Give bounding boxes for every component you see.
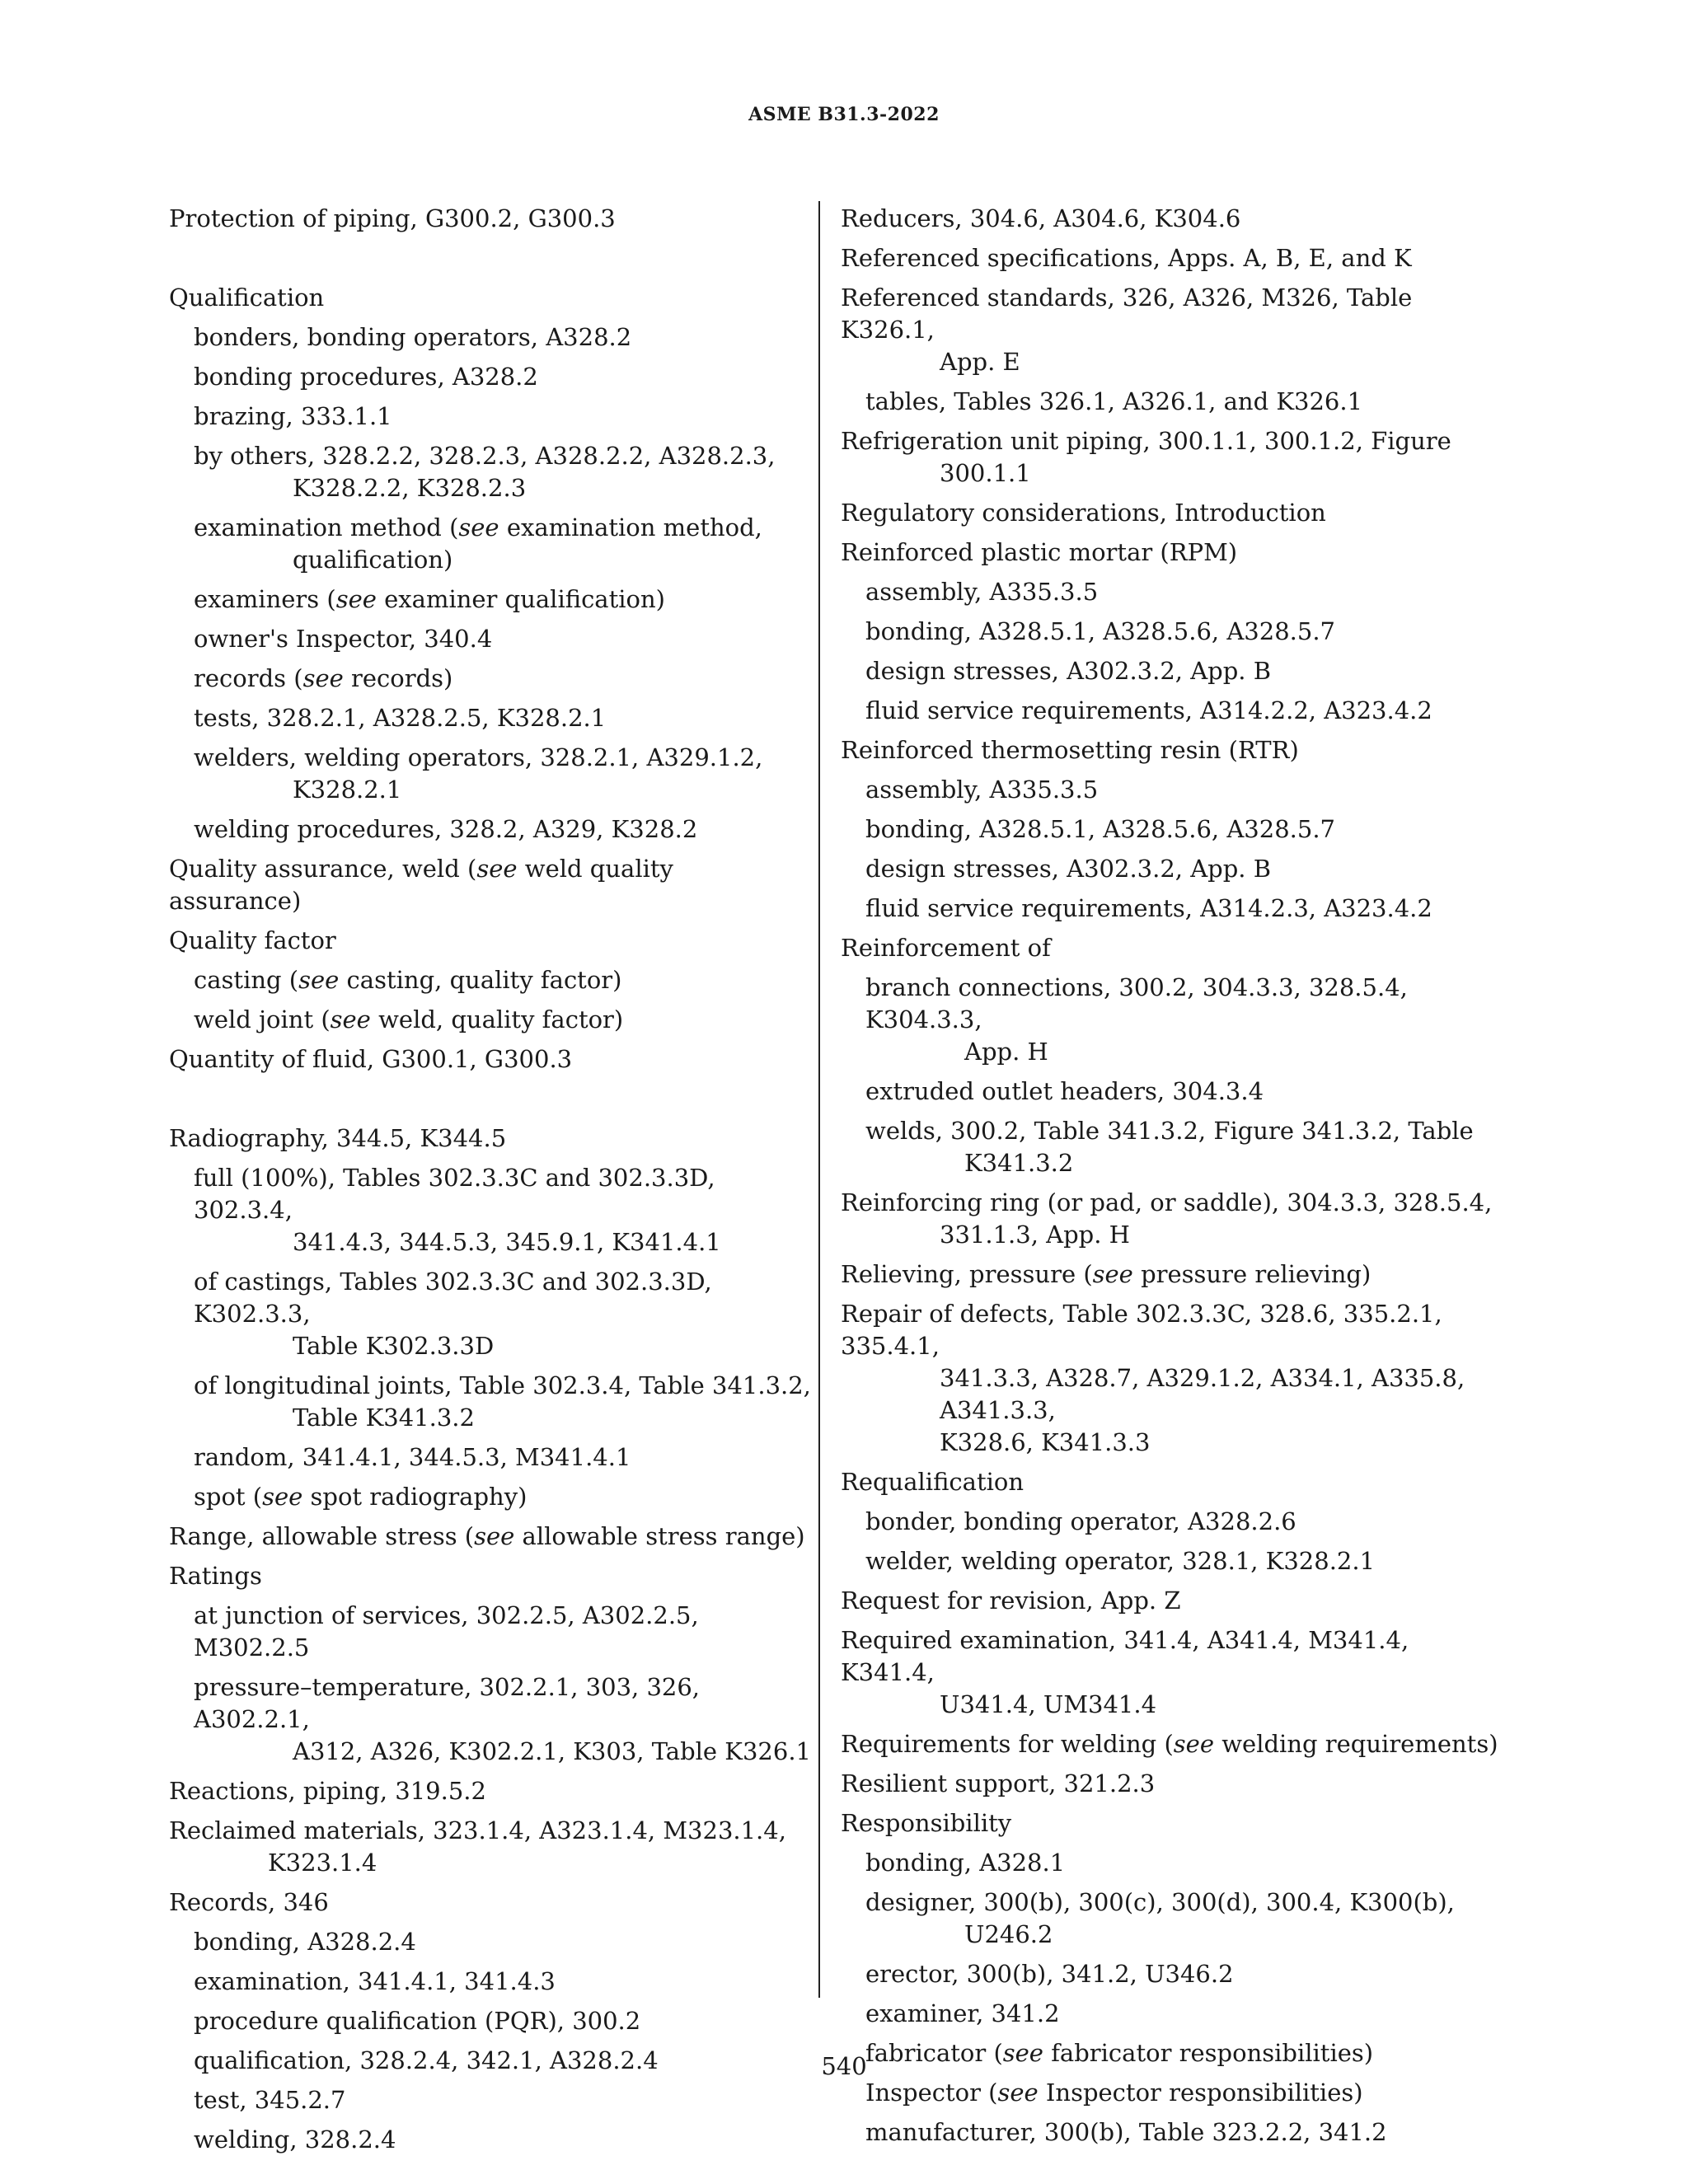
- index-entry-line: bonding, A328.2.4: [194, 1928, 416, 1956]
- index-entry: [169, 925, 812, 957]
- see-reference: see: [302, 664, 344, 692]
- index-entry-line: [194, 1004, 812, 1036]
- index-entry-line: tests, 328.2.1, A328.2.5, K328.2.1: [194, 704, 607, 732]
- entry-text: weld joint (: [194, 1005, 331, 1033]
- index-entry-line: Reinforcement of: [841, 934, 1051, 962]
- index-entry-line: welders, welding operators, 328.2.1, A329.1.2,: [194, 743, 763, 771]
- index-subentry: [194, 361, 812, 393]
- index-entry-line: manufacturer, 300(b), Table 323.2.2, 341.2: [865, 2118, 1387, 2146]
- index-entry-line: welding, 328.2.4: [194, 2125, 396, 2154]
- index-entry-continuation: 331.1.3, App. H: [940, 1221, 1130, 1249]
- index-entry-line: branch connections, 300.2, 304.3.3, 328.5.4, K304.3.3,: [865, 973, 1408, 1033]
- index-entry-line: welding procedures, 328.2, A329, K328.2: [194, 815, 698, 843]
- index-entry-line: fluid service requirements, A314.2.3, A323.4.2: [865, 894, 1432, 922]
- index-entry-line: Required examination, 341.4, A341.4, M341.4, K341.4,: [841, 1626, 1409, 1686]
- entry-text: Quality assurance, weld (: [169, 855, 477, 883]
- index-subentry: [194, 1162, 812, 1258]
- index-entry-line: Refrigeration unit piping, 300.1.1, 300.1.2, Figure: [841, 427, 1451, 455]
- index-entry-line: Quantity of fluid, G300.1, G300.3: [169, 1045, 573, 1073]
- index-entry-line: Records, 346: [169, 1888, 329, 1916]
- index-subentry: [194, 1966, 812, 1998]
- index-entry-continuation: U246.2: [964, 1920, 1053, 1948]
- index-subentry: [194, 440, 812, 504]
- index-subentry: [194, 512, 812, 576]
- index-subentry: [194, 1266, 812, 1362]
- entry-text: pressure relieving): [1132, 1260, 1372, 1288]
- see-reference: see: [458, 513, 499, 541]
- index-entry-continuation: Table K341.3.2: [293, 1404, 475, 1432]
- see-reference: see: [1173, 1730, 1214, 1758]
- index-entry: [169, 1815, 812, 1879]
- index-entry-line: Requalification: [841, 1468, 1025, 1496]
- index-entry-line: bonding, A328.1: [865, 1849, 1066, 1877]
- index-column-left: [169, 203, 812, 2163]
- entry-text: examination method,: [499, 513, 762, 541]
- index-subentry: [865, 1076, 1500, 1108]
- entry-text: allowable stress range): [514, 1522, 805, 1550]
- index-entry-line: design stresses, A302.3.2, App. B: [865, 657, 1272, 685]
- index-entry-line: Radiography, 344.5, K344.5: [169, 1124, 507, 1152]
- index-entry: [169, 1775, 812, 1807]
- entry-text: records (: [194, 664, 303, 692]
- index-entry-line: Referenced standards, 326, A326, M326, Table K326.1,: [841, 284, 1413, 344]
- index-entry-line: qualification, 328.2.4, 342.1, A328.2.4: [194, 2046, 659, 2074]
- index-entry-line: by others, 328.2.2, 328.2.3, A328.2.2, A328.2.3,: [194, 442, 776, 470]
- index-entry: [169, 1043, 812, 1076]
- index-subentry: [194, 2084, 812, 2116]
- section-gap: [169, 1083, 812, 1122]
- index-entry-line: full (100%), Tables 302.3.3C and 302.3.3D, 302.3.4,: [194, 1164, 715, 1224]
- index-entry-line: Reinforced thermosetting resin (RTR): [841, 736, 1299, 764]
- index-entry-line: of longitudinal joints, Table 302.3.4, Table 341.3.2,: [194, 1371, 811, 1399]
- index-subentry: [865, 893, 1500, 925]
- index-subentry: [865, 1847, 1500, 1879]
- index-subentry: [865, 2077, 1500, 2109]
- index-subentry: [194, 964, 812, 996]
- index-entry-continuation: qualification): [293, 546, 453, 574]
- see-reference: see: [330, 1005, 371, 1033]
- index-entry: [169, 853, 812, 917]
- index-entry: [841, 1258, 1500, 1291]
- entry-text: Range, allowable stress (: [169, 1522, 475, 1550]
- index-entry-line: [194, 964, 812, 996]
- index-entry: [841, 1768, 1500, 1800]
- entry-text: spot (: [194, 1483, 263, 1511]
- index-subentry: [865, 1115, 1500, 1179]
- index-entry-line: procedure qualification (PQR), 300.2: [194, 2007, 641, 2035]
- index-entry-line: [865, 2077, 1500, 2109]
- index-entry: [841, 932, 1500, 964]
- index-subentry: [194, 401, 812, 433]
- index-subentry: [865, 1886, 1500, 1951]
- index-subentry: [865, 774, 1500, 806]
- index-entry-line: pressure–temperature, 302.2.1, 303, 326, A302.2.1,: [194, 1673, 701, 1733]
- entry-text: casting, quality factor): [339, 966, 622, 994]
- index-entry-line: [841, 1258, 1500, 1291]
- index-subentry: [194, 2005, 812, 2037]
- column-divider: [818, 201, 820, 1998]
- index-entry: [169, 203, 812, 235]
- index-entry: [841, 497, 1500, 529]
- section-gap: [169, 242, 812, 282]
- index-entry-line: [194, 583, 812, 616]
- entry-text: welding requirements): [1214, 1730, 1498, 1758]
- index-subentry: [194, 1004, 812, 1036]
- index-subentry: [865, 1545, 1500, 1577]
- entry-text: examination method (: [194, 513, 459, 541]
- entry-text: examiners (: [194, 585, 336, 613]
- index-entry: [841, 1728, 1500, 1760]
- index-entry-line: examiner, 341.2: [865, 1999, 1060, 2027]
- index-entry-continuation: App. E: [940, 348, 1020, 376]
- index-entry-line: Responsibility: [841, 1809, 1012, 1837]
- index-entry-line: random, 341.4.1, 344.5.3, M341.4.1: [194, 1443, 631, 1471]
- index-entry-line: fluid service requirements, A314.2.2, A323.4.2: [865, 696, 1432, 724]
- entry-text: examiner qualification): [376, 585, 665, 613]
- index-subentry: [194, 623, 812, 655]
- see-reference: see: [997, 2079, 1039, 2107]
- index-entry: [169, 1886, 812, 1919]
- index-entry-line: assembly, A335.3.5: [865, 776, 1099, 804]
- index-entry: [841, 242, 1500, 274]
- index-entry-continuation: K328.6, K341.3.3: [940, 1428, 1151, 1456]
- index-entry-line: [169, 853, 812, 917]
- index-entry-line: at junction of services, 302.2.5, A302.2.5, M302.2.5: [194, 1601, 699, 1661]
- index-entry-line: bonding, A328.5.1, A328.5.6, A328.5.7: [865, 617, 1335, 645]
- index-subentry: [865, 655, 1500, 687]
- entry-text: fabricator responsibilities): [1043, 2039, 1374, 2067]
- index-entry-line: designer, 300(b), 300(c), 300(d), 300.4, K300(b),: [865, 1888, 1455, 1916]
- index-subentry: [865, 972, 1500, 1068]
- index-entry-line: bonding procedures, A328.2: [194, 363, 538, 391]
- index-entry-line: [194, 1481, 812, 1513]
- index-entry-line: design stresses, A302.3.2, App. B: [865, 855, 1272, 883]
- index-subentry: [194, 2124, 812, 2156]
- see-reference: see: [335, 585, 377, 613]
- index-entry-line: Qualification: [169, 284, 325, 312]
- index-subentry: [865, 813, 1500, 846]
- index-subentry: [865, 1998, 1500, 2030]
- index-entry: [841, 1298, 1500, 1459]
- index-column-right: [841, 203, 1500, 2156]
- index-entry: [841, 537, 1500, 569]
- index-subentry: [865, 616, 1500, 648]
- index-subentry: [865, 1958, 1500, 1990]
- see-reference: see: [262, 1483, 303, 1511]
- index-entry-continuation: K328.2.1: [293, 776, 402, 804]
- index-subentry: [194, 1441, 812, 1474]
- index-subentry: [865, 853, 1500, 885]
- index-entry-line: bonding, A328.5.1, A328.5.6, A328.5.7: [865, 815, 1335, 843]
- index-entry: [841, 425, 1500, 490]
- index-entry-line: Reinforced plastic mortar (RPM): [841, 538, 1238, 566]
- index-entry: [169, 1521, 812, 1553]
- index-entry-line: Repair of defects, Table 302.3.3C, 328.6, 335.2.1, 335.4.1,: [841, 1300, 1442, 1360]
- index-subentry: [865, 2116, 1500, 2149]
- index-entry: [841, 282, 1500, 378]
- index-subentry: [865, 386, 1500, 418]
- index-subentry: [194, 813, 812, 846]
- index-entry-continuation: K328.2.2, K328.2.3: [293, 474, 527, 502]
- index-entry-line: bonder, bonding operator, A328.2.6: [865, 1507, 1296, 1535]
- page-number: 540: [821, 2052, 867, 2080]
- index-entry: [841, 203, 1500, 235]
- index-entry-line: Reducers, 304.6, A304.6, K304.6: [841, 204, 1241, 232]
- index-entry-continuation: 341.4.3, 344.5.3, 345.9.1, K341.4.1: [293, 1228, 721, 1256]
- index-entry-line: Request for revision, App. Z: [841, 1586, 1181, 1615]
- index-entry-line: test, 345.2.7: [194, 2086, 346, 2114]
- index-entry-line: Regulatory considerations, Introduction: [841, 499, 1326, 527]
- index-entry-line: bonders, bonding operators, A328.2: [194, 323, 632, 351]
- entry-text: Relieving, pressure (: [841, 1260, 1093, 1288]
- index-subentry: [194, 321, 812, 354]
- see-reference: see: [298, 966, 340, 994]
- index-entry-line: assembly, A335.3.5: [865, 578, 1099, 606]
- index-subentry: [194, 583, 812, 616]
- entry-text: Inspector responsibilities): [1038, 2079, 1363, 2107]
- see-reference: see: [1092, 1260, 1133, 1288]
- index-subentry: [194, 1926, 812, 1958]
- index-entry-line: of castings, Tables 302.3.3C and 302.3.3D, K302.3.3,: [194, 1268, 712, 1328]
- index-entry-line: Quality factor: [169, 926, 336, 954]
- index-entry-line: [841, 1728, 1500, 1760]
- index-entry-continuation: K323.1.4: [268, 1849, 377, 1877]
- index-entry-line: erector, 300(b), 341.2, U346.2: [865, 1960, 1234, 1988]
- index-entry: [841, 734, 1500, 766]
- index-entry-line: [194, 512, 812, 544]
- index-subentry: [865, 695, 1500, 727]
- index-entry-line: Resilient support, 321.2.3: [841, 1769, 1156, 1797]
- index-entry-continuation: 341.3.3, A328.7, A329.1.2, A334.1, A335.8, A341.3.3,: [940, 1364, 1465, 1424]
- index-subentry: [865, 576, 1500, 608]
- index-subentry: [194, 702, 812, 734]
- entry-text: records): [343, 664, 453, 692]
- index-entry-line: welder, welding operator, 328.1, K328.2.1: [865, 1547, 1376, 1575]
- index-entry-line: Ratings: [169, 1562, 262, 1590]
- index-entry-continuation: A312, A326, K302.2.1, K303, Table K326.1: [293, 1737, 811, 1765]
- see-reference: see: [1002, 2039, 1043, 2067]
- index-entry: [841, 1624, 1500, 1721]
- index-entry: [841, 1466, 1500, 1498]
- index-entry-line: Reactions, piping, 319.5.2: [169, 1777, 486, 1805]
- index-entry-line: Referenced specifications, Apps. A, B, E, and K: [841, 244, 1412, 272]
- index-subentry: [194, 1600, 812, 1664]
- index-entry: [169, 1560, 812, 1592]
- entry-text: fabricator (: [865, 2039, 1003, 2067]
- index-entry-line: brazing, 333.1.1: [194, 402, 392, 430]
- index-entry-line: tables, Tables 326.1, A326.1, and K326.1: [865, 387, 1363, 415]
- entry-text: weld quality assurance): [169, 855, 673, 915]
- index-subentry: [194, 1671, 812, 1768]
- index-entry-line: Protection of piping, G300.2, G300.3: [169, 204, 616, 232]
- index-entry-line: [169, 1521, 812, 1553]
- index-subentry: [865, 1506, 1500, 1538]
- index-entry-continuation: 300.1.1: [940, 459, 1031, 487]
- index-subentry: [194, 663, 812, 695]
- index-entry: [841, 1585, 1500, 1617]
- entry-text: casting (: [194, 966, 299, 994]
- index-entry-line: Reinforcing ring (or pad, or saddle), 304.3.3, 328.5.4,: [841, 1188, 1493, 1216]
- entry-text: Requirements for welding (: [841, 1730, 1174, 1758]
- index-entry-continuation: Table K302.3.3D: [293, 1332, 495, 1360]
- entry-text: spot radiography): [302, 1483, 528, 1511]
- index-entry-line: extruded outlet headers, 304.3.4: [865, 1077, 1264, 1105]
- index-entry-line: welds, 300.2, Table 341.3.2, Figure 341.3.2, Table: [865, 1117, 1474, 1145]
- index-entry-continuation: App. H: [964, 1038, 1048, 1066]
- index-subentry: [194, 1481, 812, 1513]
- index-entry-line: owner's Inspector, 340.4: [194, 625, 493, 653]
- index-entry-continuation: U341.4, UM341.4: [940, 1690, 1157, 1718]
- entry-text: Inspector (: [865, 2079, 998, 2107]
- index-subentry: [194, 1370, 812, 1434]
- index-entry-continuation: K341.3.2: [964, 1149, 1074, 1177]
- index-entry: [841, 1187, 1500, 1251]
- see-reference: see: [476, 855, 518, 883]
- index-subentry: [194, 742, 812, 806]
- index-entry: [169, 282, 812, 314]
- index-entry-line: [194, 663, 812, 695]
- entry-text: weld, quality factor): [370, 1005, 624, 1033]
- index-entry: [169, 1122, 812, 1155]
- running-header: ASME B31.3-2022: [748, 104, 940, 125]
- index-entry-line: examination, 341.4.1, 341.4.3: [194, 1967, 556, 1995]
- see-reference: see: [474, 1522, 515, 1550]
- index-entry: [841, 1807, 1500, 1840]
- index-entry-line: Reclaimed materials, 323.1.4, A323.1.4, M323.1.4,: [169, 1816, 786, 1844]
